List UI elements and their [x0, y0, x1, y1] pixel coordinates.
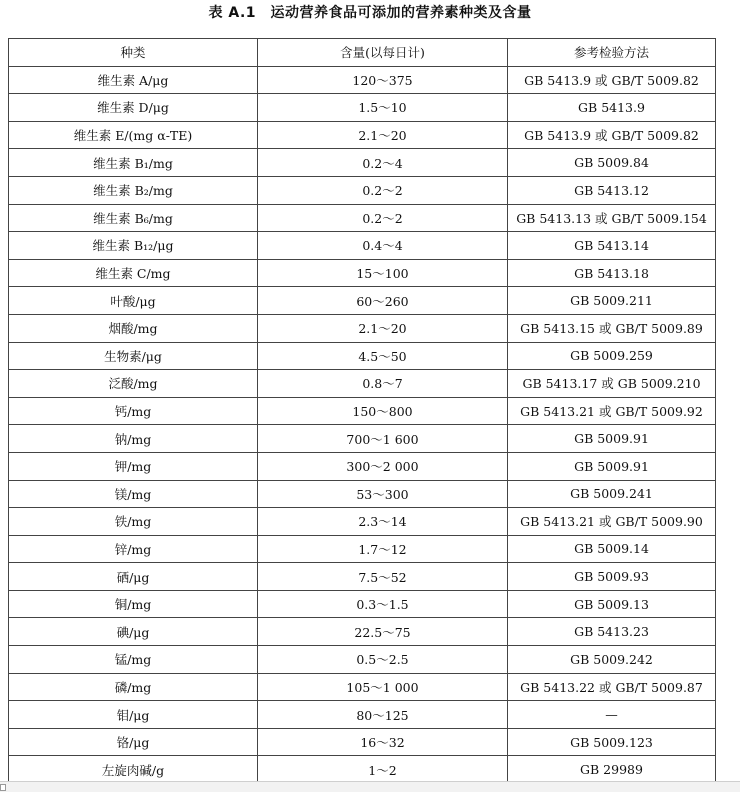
table-row: [9, 342, 716, 370]
table-row: [9, 646, 716, 674]
cell-content: 1～2: [258, 756, 508, 784]
cell-content: 2.3～14: [258, 508, 508, 536]
cell-method: GB 5009.123: [508, 728, 716, 756]
table-row: [9, 94, 716, 122]
table-row: [9, 425, 716, 453]
table-row: [9, 370, 716, 398]
table-row: [9, 204, 716, 232]
table-row: [9, 232, 716, 260]
table-row: [9, 149, 716, 177]
cell-method: GB 5009.13: [508, 590, 716, 618]
table-row: [9, 314, 716, 342]
cell-type: 泛酸/mg: [9, 370, 258, 398]
cell-type: 维生素 B₆/mg: [9, 204, 258, 232]
cell-method: GB 5413.18: [508, 259, 716, 287]
cell-content: 0.3～1.5: [258, 590, 508, 618]
cell-content: 0.4～4: [258, 232, 508, 260]
table-row: [9, 563, 716, 591]
cell-content: 0.8～7: [258, 370, 508, 398]
horizontal-scrollbar[interactable]: [0, 781, 740, 792]
cell-method: GB 5413.15 或 GB/T 5009.89: [508, 314, 716, 342]
cell-method: GB 5413.14: [508, 232, 716, 260]
cell-type: 维生素 E/(mg α-TE): [9, 121, 258, 149]
cell-method: GB 5413.13 或 GB/T 5009.154: [508, 204, 716, 232]
cell-method: GB 5009.241: [508, 480, 716, 508]
cell-type: 左旋肉碱/g: [9, 756, 258, 784]
cell-content: 150～800: [258, 397, 508, 425]
table-row: [9, 673, 716, 701]
table-title: 表 A.1 运动营养食品可添加的营养素种类及含量: [208, 5, 532, 21]
cell-content: 0.2～2: [258, 176, 508, 204]
cell-content: 60～260: [258, 287, 508, 315]
table-row: [9, 535, 716, 563]
table-row: [9, 701, 716, 729]
cell-type: 维生素 B₁₂/μg: [9, 232, 258, 260]
cell-method: GB 5009.211: [508, 287, 716, 315]
cell-type: 铁/mg: [9, 508, 258, 536]
cell-content: 300～2 000: [258, 452, 508, 480]
table-row: [9, 397, 716, 425]
table-row: [9, 287, 716, 315]
cell-method: GB 5009.84: [508, 149, 716, 177]
cell-method: GB 5413.21 或 GB/T 5009.90: [508, 508, 716, 536]
cell-method: GB 5413.17 或 GB 5009.210: [508, 370, 716, 398]
cell-type: 钾/mg: [9, 452, 258, 480]
cell-type: 铜/mg: [9, 590, 258, 618]
cell-type: 镁/mg: [9, 480, 258, 508]
table-row: [9, 66, 716, 94]
table-row: [9, 176, 716, 204]
cell-content: 1.5～10: [258, 94, 508, 122]
cell-type: 碘/μg: [9, 618, 258, 646]
table-row: [9, 728, 716, 756]
cell-type: 维生素 B₂/mg: [9, 176, 258, 204]
header-type: 种类: [9, 39, 258, 67]
cell-content: 1.7～12: [258, 535, 508, 563]
cell-type: 铬/μg: [9, 728, 258, 756]
table-row: [9, 121, 716, 149]
cell-method: GB 5009.242: [508, 646, 716, 674]
cell-method: GB 5413.23: [508, 618, 716, 646]
nutrient-table: [8, 38, 716, 784]
cell-method: GB 5009.259: [508, 342, 716, 370]
table-row: [9, 618, 716, 646]
table-row: [9, 756, 716, 784]
cell-type: 叶酸/μg: [9, 287, 258, 315]
cell-content: 0.2～4: [258, 149, 508, 177]
cell-method: GB 5413.9 或 GB/T 5009.82: [508, 66, 716, 94]
cell-content: 0.2～2: [258, 204, 508, 232]
cell-content: 15～100: [258, 259, 508, 287]
header-method: 参考检验方法: [508, 39, 716, 67]
cell-content: 80～125: [258, 701, 508, 729]
cell-content: 105～1 000: [258, 673, 508, 701]
cell-content: 22.5～75: [258, 618, 508, 646]
cell-type: 生物素/μg: [9, 342, 258, 370]
cell-type: 硒/μg: [9, 563, 258, 591]
cell-method: GB 5009.93: [508, 563, 716, 591]
cell-content: 16～32: [258, 728, 508, 756]
table-body: [9, 66, 716, 783]
header-row: [9, 39, 716, 67]
cell-method: GB 29989: [508, 756, 716, 784]
cell-method: GB 5413.21 或 GB/T 5009.92: [508, 397, 716, 425]
cell-content: 2.1～20: [258, 314, 508, 342]
cell-content: 2.1～20: [258, 121, 508, 149]
page-corner-icon: [0, 784, 6, 791]
table-row: [9, 452, 716, 480]
cell-method: GB 5413.22 或 GB/T 5009.87: [508, 673, 716, 701]
cell-type: 烟酸/mg: [9, 314, 258, 342]
cell-method: —: [508, 701, 716, 729]
table-row: [9, 590, 716, 618]
cell-content: 700～1 600: [258, 425, 508, 453]
cell-type: 钼/μg: [9, 701, 258, 729]
cell-type: 锰/mg: [9, 646, 258, 674]
cell-content: 53～300: [258, 480, 508, 508]
table-row: [9, 259, 716, 287]
cell-content: 120～375: [258, 66, 508, 94]
cell-type: 维生素 B₁/mg: [9, 149, 258, 177]
cell-method: GB 5009.14: [508, 535, 716, 563]
cell-method: GB 5413.12: [508, 176, 716, 204]
cell-method: GB 5413.9: [508, 94, 716, 122]
header-content: 含量(以每日计): [258, 39, 508, 67]
cell-type: 钙/mg: [9, 397, 258, 425]
cell-method: GB 5009.91: [508, 425, 716, 453]
cell-type: 磷/mg: [9, 673, 258, 701]
table-row: [9, 508, 716, 536]
cell-type: 维生素 D/μg: [9, 94, 258, 122]
cell-method: GB 5009.91: [508, 452, 716, 480]
cell-type: 钠/mg: [9, 425, 258, 453]
cell-method: GB 5413.9 或 GB/T 5009.82: [508, 121, 716, 149]
cell-content: 7.5～52: [258, 563, 508, 591]
cell-content: 0.5～2.5: [258, 646, 508, 674]
cell-content: 4.5～50: [258, 342, 508, 370]
table-row: [9, 480, 716, 508]
cell-type: 锌/mg: [9, 535, 258, 563]
cell-type: 维生素 A/μg: [9, 66, 258, 94]
cell-type: 维生素 C/mg: [9, 259, 258, 287]
